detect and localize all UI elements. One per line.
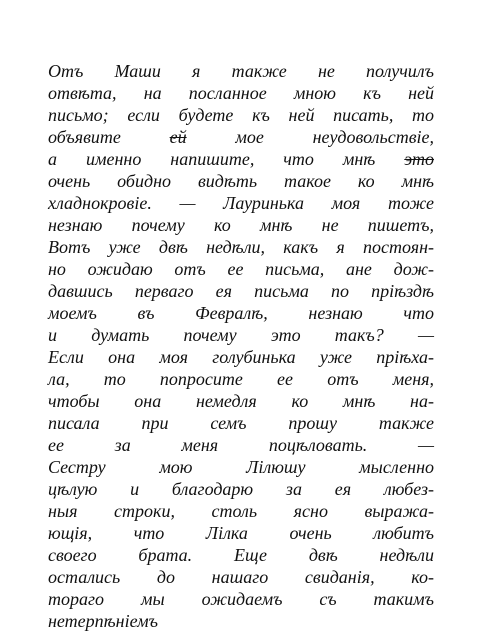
struck-word: это [404,149,434,169]
letter-line: незнаю почему ко мнѣ не пишетъ, [48,215,434,235]
letter-line: давшись перваго ея письма по пріѣздѣ [48,281,434,301]
letter-line: Вотъ уже двѣ недѣли, какъ я постоян- [48,237,434,257]
letter-line: Если она моя голубинька уже пріѣха- [48,347,434,367]
letter-line: и думать почему это такъ? — [48,325,434,345]
letter-line: моемъ въ Февралѣ, незнаю что [48,303,434,323]
letter-line: хладнокровіе. — Лауринька моя тоже [48,193,434,213]
letter-line: остались до нашаго свиданія, ко- [48,567,434,587]
letter-line: Отъ Маши я также не получилъ [48,61,434,81]
letter-line [48,126,434,148]
letter-line: Сестру мою Лілюшу мысленно [48,457,434,477]
letter-line: ющія, что Лілка очень любитъ [48,523,434,543]
letter-line: тораго мы ожидаемъ съ такимъ [48,589,434,609]
letter-line: ее за меня поцѣловать. — [48,435,434,455]
letter-line: но ожидаю отъ ее письма, ане дож- [48,259,434,279]
letter-line: отвѣта, на посланное мною къ ней [48,83,434,103]
letter-text: мое неудовольствіе, [186,127,434,147]
letter-line: нетерпѣніемъ [48,611,158,631]
letter-line: ныя строки, столь ясно выража- [48,501,434,521]
letter-line: цѣлую и благодарю за ея любез- [48,479,434,499]
letter-text: объявите [48,127,170,147]
letter-line [48,148,434,170]
letter-line: своего брата. Еще двѣ недѣли [48,545,434,565]
letter-line: письмо; если будете къ ней писать, то [48,105,434,125]
letter-line: чтобы она немедля ко мнѣ на- [48,391,434,411]
letter-text: а именно напишите, что мнѣ [48,149,405,169]
letter-line: писала при семъ прошу также [48,413,434,433]
struck-word: ей [169,127,187,147]
letter-line: очень обидно видѣть такое ко мнѣ [48,171,434,191]
letter-line: ла, то попросите ее отъ меня, [48,369,434,389]
